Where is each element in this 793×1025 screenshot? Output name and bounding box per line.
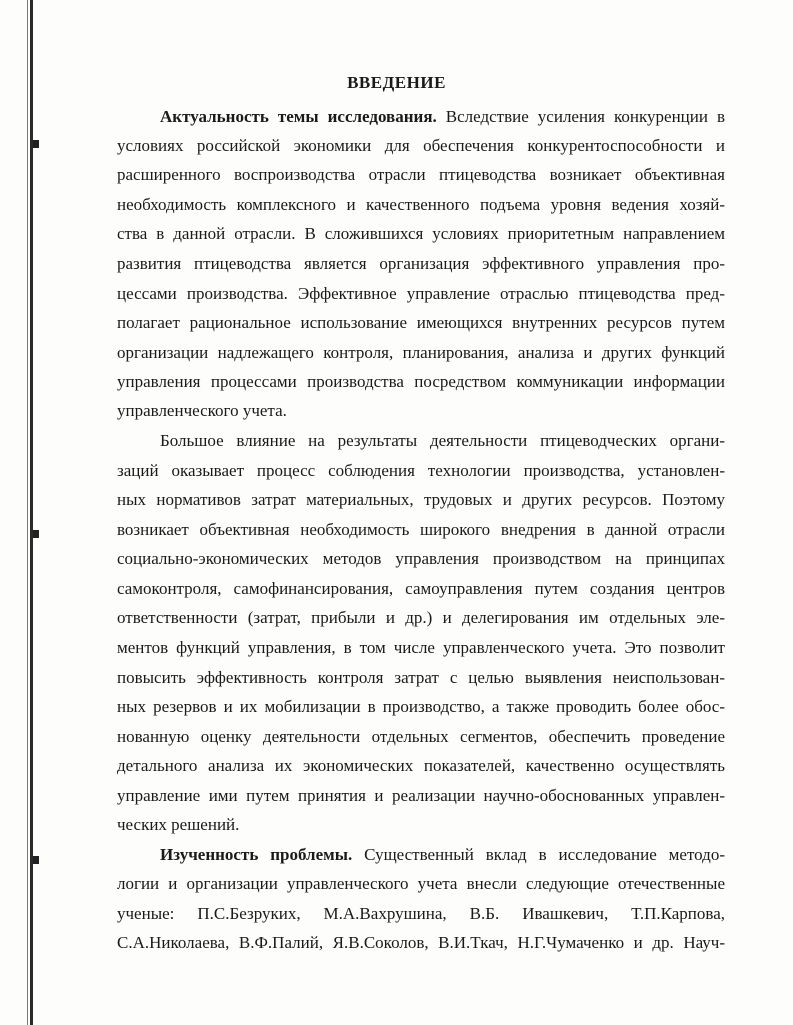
text-line: ученые: П.С.Безруких, М.А.Вахрушина, В.Б. Ивашкевич, Т.П.Карпова,: [117, 904, 725, 923]
text-line: организации надлежащего контроля, планирования, анализа и других функций: [117, 343, 725, 362]
text-line: С.А.Николаева, В.Ф.Палий, Я.В.Соколов, В.И.Ткач, Н.Г.Чумаченко и др. Науч-: [117, 933, 725, 952]
text-line: логии и организации управленческого учета внесли следующие отечественные: [117, 874, 725, 893]
text-line: цессами производства. Эффективное управление отраслью птицеводства пред-: [117, 284, 725, 303]
paragraph-3-first-line: [160, 845, 725, 867]
paragraph-2-first-line: Большое влияние на результаты деятельности птицеводческих органи-: [160, 431, 725, 450]
text-line: ческих решений.: [117, 815, 240, 834]
text-line: расширенного воспроизводства отрасли птицеводства возникает объективная: [117, 165, 725, 184]
text-line: повысить эффективность контроля затрат с целью выявления неиспользован-: [117, 668, 725, 687]
page-title: ВВЕДЕНИЕ: [347, 73, 446, 92]
text-line: заций оказывает процесс соблюдения технологии производства, установлен-: [117, 461, 725, 480]
paragraph-1-heading: Актуальность темы исследования.: [160, 107, 437, 126]
text-line: условиях российской экономики для обеспечения конкурентоспособности и: [117, 136, 725, 155]
margin-mark: [33, 140, 39, 148]
paragraph-3-first-line-text: Существенный вклад в исследование методо-: [364, 845, 725, 864]
text-line: управления процессами производства посредством коммуникации информации: [117, 372, 725, 391]
text-line: необходимость комплексного и качественного подъема уровня ведения хозяй-: [117, 195, 725, 214]
binding-edge: [30, 0, 33, 1025]
text-line: социально-экономических методов управления производством на принципах: [117, 549, 725, 568]
binding-edge-thin: [27, 0, 28, 1025]
text-line: управленческого учета.: [117, 401, 287, 420]
paragraph-1-first-line: [160, 107, 725, 129]
text-line: ментов функций управления, в том числе управленческого учета. Это позволит: [117, 638, 725, 657]
text-line: самоконтроля, самофинансирования, самоуправления путем создания центров: [117, 579, 725, 598]
text-line: ных нормативов затрат материальных, трудовых и других ресурсов. Поэтому: [117, 490, 725, 509]
text-line: возникает объективная необходимость широкого внедрения в данной отрасли: [117, 520, 725, 539]
text-line: ответственности (затрат, прибыли и др.) и делегирования им отдельных эле-: [117, 608, 725, 627]
text-line: полагает рациональное использование имеющихся внутренних ресурсов путем: [117, 313, 725, 332]
text-line: нованную оценку деятельности отдельных сегментов, обеспечить проведение: [117, 727, 725, 746]
text-line: ства в данной отрасли. В сложившихся условиях приоритетным направлением: [117, 224, 725, 243]
paragraph-1-first-line-text: Вследствие усиления конкуренции в: [445, 107, 726, 126]
paragraph-3-heading: Изученность проблемы.: [160, 845, 353, 864]
text-line: детального анализа их экономических показателей, качественно осуществлять: [117, 756, 725, 775]
text-line: управление ими путем принятия и реализации научно-обоснованных управлен-: [117, 786, 725, 805]
text-line: развития птицеводства является организация эффективного управления про-: [117, 254, 725, 273]
text-line: ных резервов и их мобилизации в производство, а также проводить более обос-: [117, 697, 725, 716]
margin-mark: [33, 856, 39, 864]
margin-mark: [33, 530, 39, 538]
